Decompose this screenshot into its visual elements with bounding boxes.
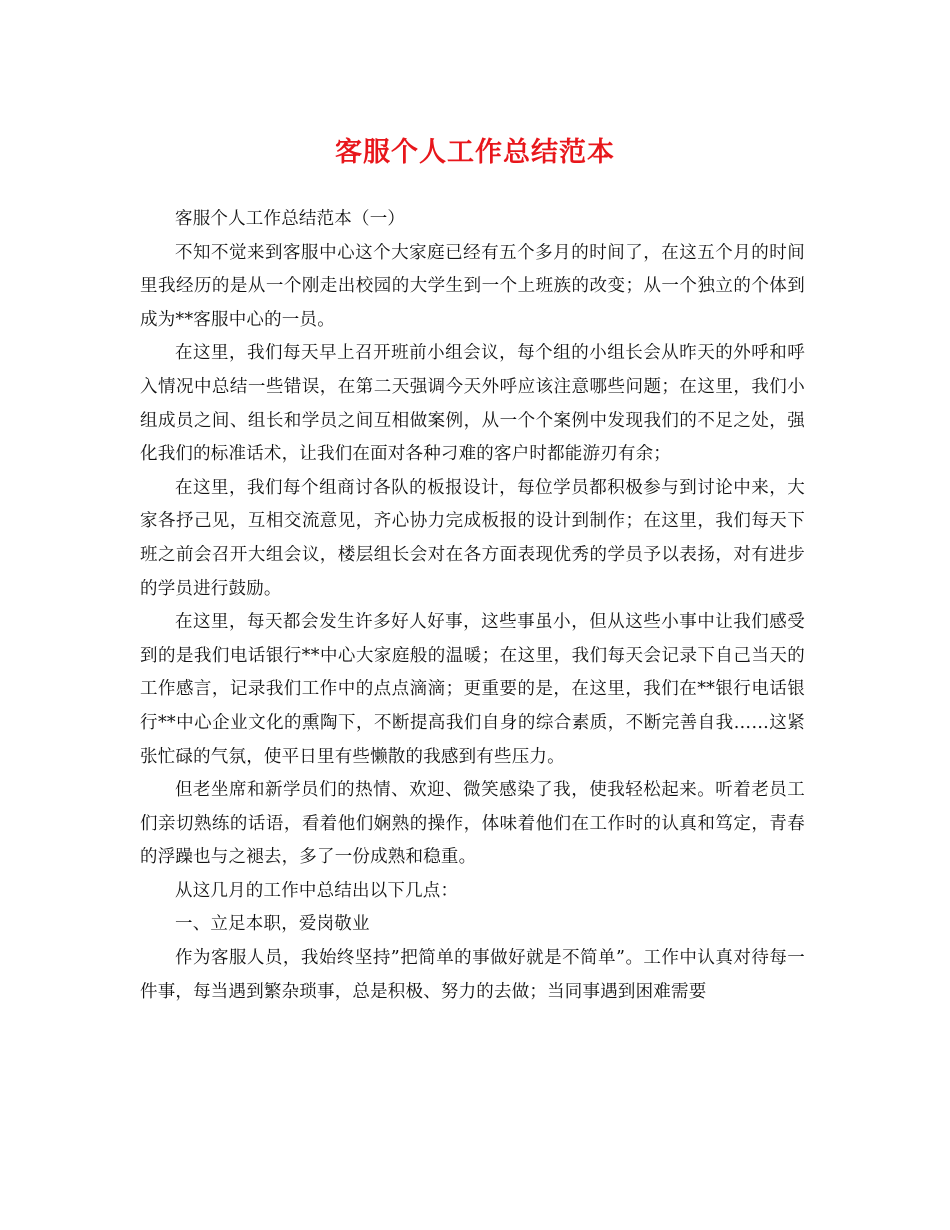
section-heading: 客服个人工作总结范本（一） [175, 209, 406, 229]
body-paragraph: 在这里，我们每天早上召开班前小组会议，每个组的小组长会从昨天的外呼和呼入情况中总结一些错误，在第二天强调今天外呼应该注意哪些问题；在这里，我们小组成员之间、组长和学员之间互相做案例，从一个个案例中发现我们的不足之处，强化我们的标准话术，让我们在面对各种刁难的客户时都能游刃有余； [140, 343, 805, 465]
document-title: 客服个人工作总结范本 [335, 137, 615, 168]
document-body [140, 203, 805, 1009]
body-paragraph: 但老坐席和新学员们的热情、欢迎、微笑感染了我，使我轻松起来。听着老员工们亲切熟练的话语，看着他们娴熟的操作，体味着他们在工作时的认真和笃定，青春的浮躁也与之褪去，多了一份成熟和稳重。 [140, 780, 805, 868]
body-paragraph: 从这几月的工作中总结出以下几点： [175, 880, 459, 901]
body-paragraph: 作为客服人员，我始终坚持”把简单的事做好就是不简单”。工作中认真对待每一件事，每当遇到繁杂琐事，总是积极、努力的去做；当同事遇到困难需要 [140, 948, 805, 1002]
body-paragraph: 在这里，我们每个组商讨各队的板报设计，每位学员都积极参与到讨论中来，大家各抒己见，互相交流意见，齐心协力完成板报的设计到制作；在这里，我们每天下班之前会召开大组会议，楼层组长会对在各方面表现优秀的学员予以表扬，对有进步的学员进行鼓励。 [140, 477, 805, 599]
subsection-heading: 一、立足本职，爱岗敬业 [175, 914, 370, 935]
body-paragraph: 不知不觉来到客服中心这个大家庭已经有五个多月的时间了，在这五个月的时间里我经历的是从一个刚走出校园的大学生到一个上班族的改变；从一个独立的个体到成为**客服中心的一员。 [140, 242, 805, 330]
body-paragraph: 在这里，每天都会发生许多好人好事，这些事虽小，但从这些小事中让我们感受到的是我们电话银行**中心大家庭般的温暖；在这里，我们每天会记录下自己当天的工作感言，记录我们工作中的点点滴滴；更重要的是，在这里，我们在**银行电话银行**中心企业文化的熏陶下，不断提高我们自身的综合素质，不断完善自我……这紧张忙碌的气氛，使平日里有些懒散的我感到有些压力。 [140, 612, 805, 767]
